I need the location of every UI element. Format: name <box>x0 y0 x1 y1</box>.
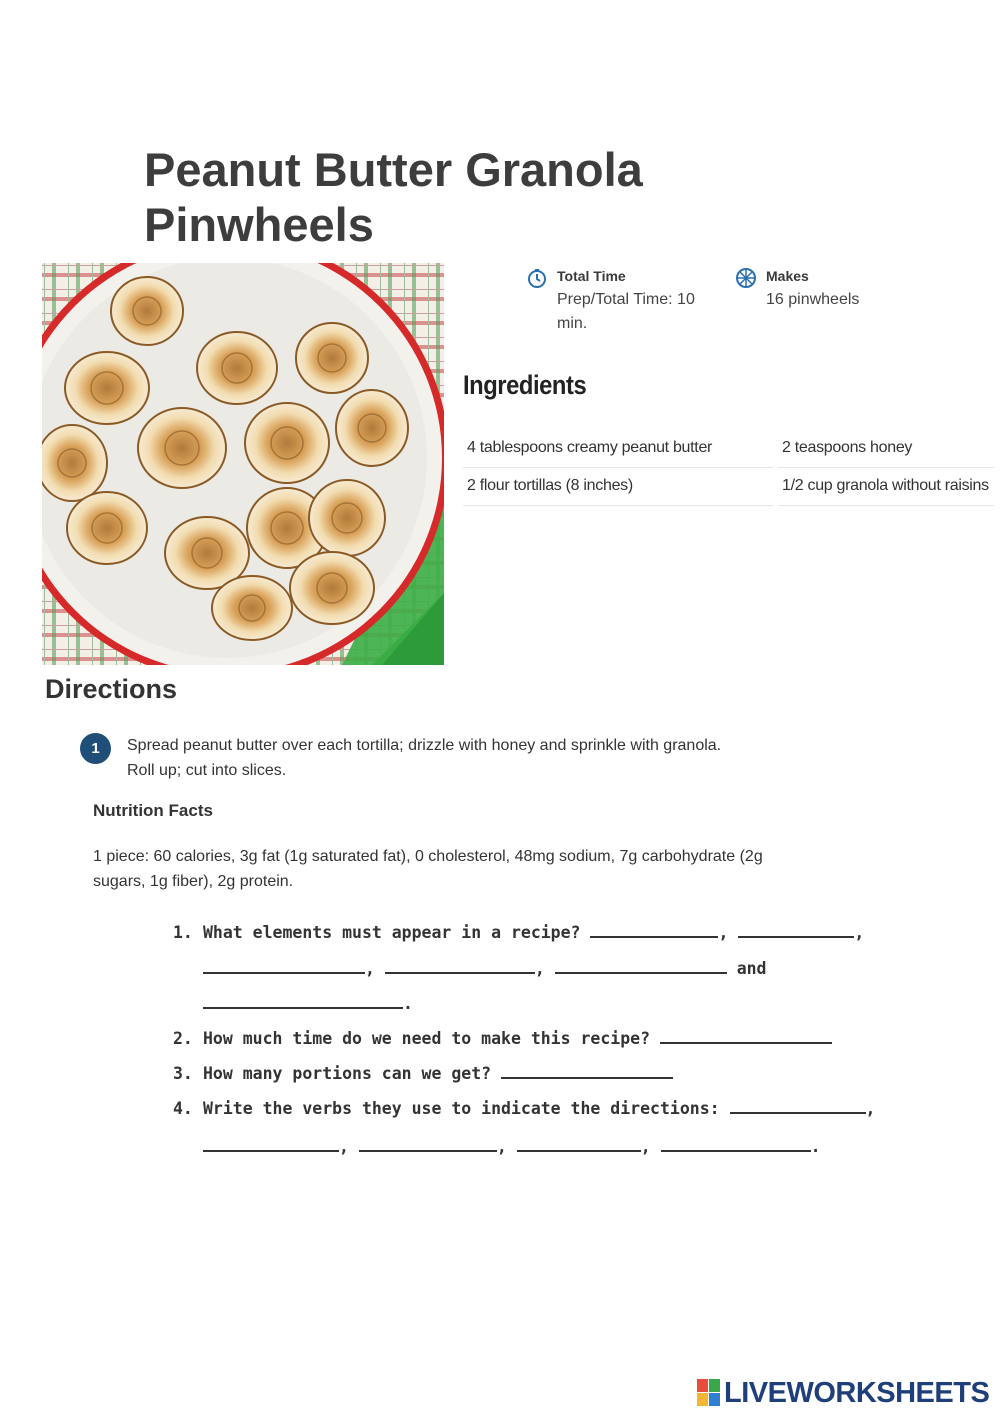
answer-blank[interactable] <box>203 993 403 1009</box>
question-4: 4. Write the verbs they use to indicate the directions: , <box>173 1099 876 1118</box>
page-title <box>144 142 704 252</box>
ingredient-item: 2 flour tortillas (8 inches) <box>463 469 773 506</box>
title-line-2: Pinwheels <box>144 198 374 251</box>
total-time-block <box>557 268 727 336</box>
question-1: 1. What elements must appear in a recipe? , , <box>173 923 865 942</box>
brand-name: LIVEWORKSHEETS <box>724 1376 990 1409</box>
answer-blank[interactable] <box>203 1136 339 1152</box>
answer-blank[interactable] <box>660 1028 832 1044</box>
answer-blank[interactable] <box>555 958 727 974</box>
answer-blank[interactable] <box>738 922 854 938</box>
question-1-cont: , , and <box>203 958 767 978</box>
nutrition-text: 1 piece: 60 calories, 3g fat (1g saturated fat), 0 cholesterol, 48mg sodium, 7g carbohydrate (2g sugars, 1g fiber), 2g protein. <box>93 848 763 890</box>
ingredient-item: 2 teaspoons honey <box>778 431 994 468</box>
title-line-1: Peanut Butter Granola <box>144 143 643 196</box>
question-4-cont: , , , . <box>203 1136 821 1156</box>
question-3: 3. How many portions can we get? <box>173 1063 673 1083</box>
and-word: and <box>736 959 767 978</box>
answer-blank[interactable] <box>661 1136 811 1152</box>
recipe-photo <box>42 263 444 665</box>
question-2: 2. How much time do we need to make this recipe? <box>173 1028 832 1048</box>
ingredients-heading: Ingredients <box>463 370 587 400</box>
answer-blank[interactable] <box>385 958 535 974</box>
step-number-badge: 1 <box>80 733 111 764</box>
servings-icon <box>736 268 756 288</box>
ingredient-item: 1/2 cup granola without raisins <box>778 469 994 506</box>
answer-blank[interactable] <box>590 922 718 938</box>
makes-label: Makes <box>766 268 809 284</box>
total-time-value: Prep/Total Time: 10 min. <box>557 291 695 332</box>
answer-blank[interactable] <box>203 958 365 974</box>
answer-blank[interactable] <box>517 1136 641 1152</box>
directions-heading: Directions <box>45 674 178 704</box>
answer-blank[interactable] <box>730 1098 866 1114</box>
nutrition-heading: Nutrition Facts <box>93 801 213 820</box>
question-1-cont-2: . <box>203 993 413 1013</box>
step-text: Spread peanut butter over each tortilla; drizzle with honey and sprinkle with granola. Roll up; cut into slices. <box>127 737 722 779</box>
liveworksheets-logo-icon <box>697 1379 721 1407</box>
ingredient-item: 4 tablespoons creamy peanut butter <box>463 431 773 468</box>
answer-blank[interactable] <box>501 1063 673 1079</box>
answer-blank[interactable] <box>359 1136 497 1152</box>
makes-value: 16 pinwheels <box>766 291 860 308</box>
total-time-label: Total Time <box>557 268 626 284</box>
clock-icon <box>527 268 547 288</box>
makes-block <box>766 268 966 312</box>
brand-logo <box>697 1376 989 1410</box>
